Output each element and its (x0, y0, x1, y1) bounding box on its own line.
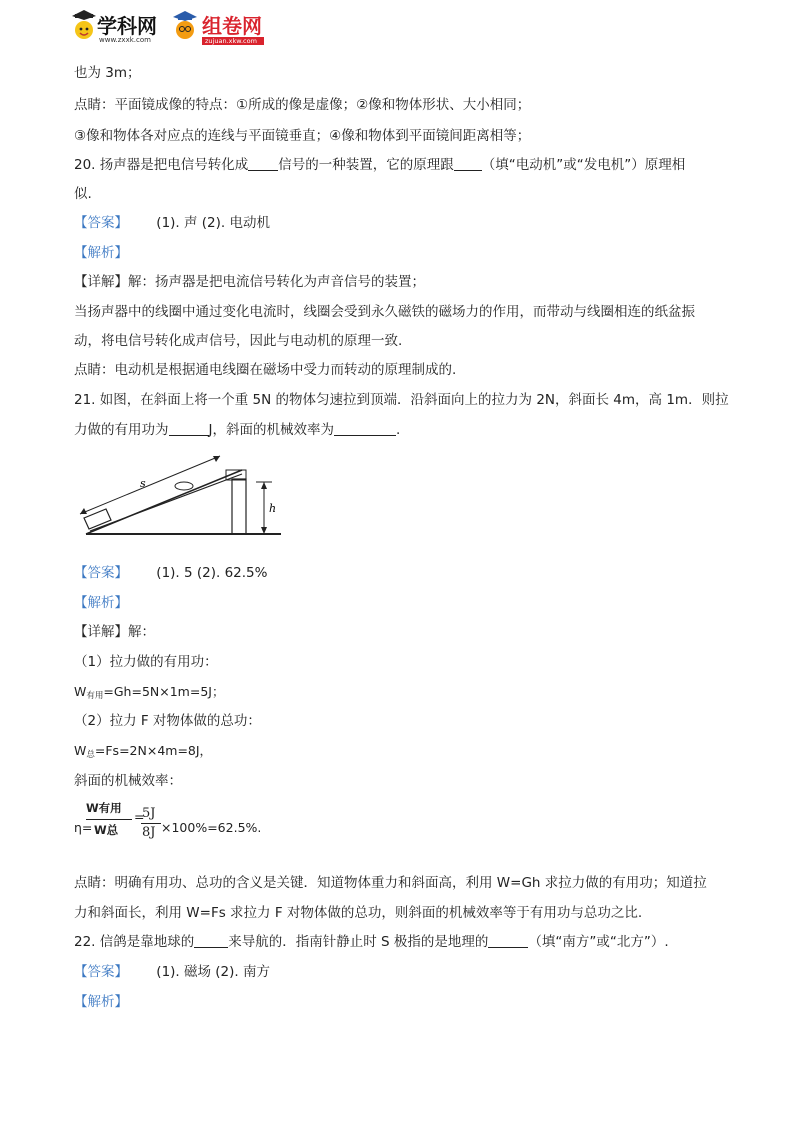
answer-line (74, 962, 270, 982)
detail-line (74, 622, 155, 642)
text-span: 点睛：电动机是根据通电线圈在磁场中受力而转动的原理制成的. (74, 362, 457, 378)
analysis-tag: 【解析】 (74, 245, 128, 261)
formula-subscript: 有用 (86, 691, 104, 701)
answer-tag: 【答案】 (74, 964, 128, 980)
detail-text: 解：扬声器是把电流信号转化为声音信号的装置； (128, 274, 425, 290)
formula-tail: ×100%=62.5%. (161, 820, 262, 835)
question-text: 21. 如图，在斜面上将一个重 5N 的物体匀速拉到顶端．沿斜面向上的拉力为 2N，斜面长 4m，高 1m．则拉 (74, 392, 729, 408)
text-span: 也为 3m； (74, 65, 141, 81)
text-line (74, 331, 402, 351)
formula-subscript: 总 (86, 750, 95, 760)
fraction-denominator: W总 (94, 823, 119, 837)
s-label: s (140, 477, 146, 490)
zujuan-logo (172, 8, 272, 48)
text-span: 点睛：平面镜成像的特点：①所成的像是虚像；②像和物体形状、大小相同； (74, 97, 531, 113)
question-text: J，斜面的机械效率为 (208, 422, 334, 438)
answer-tag: 【答案】 (74, 565, 128, 581)
text-span: 动，将电信号转化成声信号，因此与电动机的原理一致. (74, 333, 403, 349)
fraction-numerator: W有用 (86, 801, 122, 815)
formula-line (74, 682, 224, 706)
text-span: （2）拉力 F 对物体做的总功： (74, 713, 261, 729)
text-span: 当扬声器中的线圈中通过变化电流时，线圈会受到永久磁铁的磁场力的作用，而带动与线圈相连的纸盆振 (74, 304, 695, 320)
text-span: 点睛：明确有用功、总功的含义是关键．知道物体重力和斜面高，利用 W=Gh 求拉力做的有用功；知道拉 (74, 875, 707, 891)
question-text: . (395, 422, 401, 438)
equals-sign: = (134, 809, 145, 824)
answer-blank (334, 421, 396, 436)
question-text: 22. 信鸽是靠地球的 (74, 934, 195, 950)
text-line (74, 873, 707, 893)
fraction-bar (86, 819, 132, 820)
analysis-line (74, 992, 128, 1012)
question-21 (74, 390, 729, 410)
text-line (74, 903, 642, 923)
eta-symbol: η= (74, 820, 93, 835)
text-line (74, 184, 92, 204)
text-line (74, 95, 530, 115)
text-span: （1）拉力做的有用功： (74, 654, 218, 670)
zujuan-logo-text: 组卷网 (202, 14, 262, 38)
zujuan-logo-url: zujuan.xkw.com (205, 37, 257, 45)
question-22 (74, 932, 669, 952)
answer-text: (1). 磁场 (2). 南方 (156, 964, 270, 980)
question-text: （填“南方”或“北方”）. (528, 934, 669, 950)
answer-blank (248, 156, 278, 171)
text-line (74, 771, 182, 791)
formula-symbol: W (74, 684, 87, 699)
answer-tag: 【答案】 (74, 215, 128, 231)
text-line (74, 126, 530, 146)
zxxk-logo-url: www.zxxk.com (99, 36, 151, 44)
efficiency-formula (74, 798, 274, 848)
detail-tag: 【详解】 (74, 624, 128, 640)
answer-blank (169, 421, 209, 436)
fraction2-bar (141, 823, 161, 824)
question-text: （填“电动机”或“发电机”）原理相 (481, 157, 686, 173)
answer-blank (488, 933, 528, 948)
text-span: 似. (74, 186, 92, 202)
answer-text: (1). 声 (2). 电动机 (156, 215, 270, 231)
detail-line (74, 272, 425, 292)
answer-blank (194, 933, 228, 948)
answer-blank (454, 156, 482, 171)
text-line (74, 302, 695, 322)
zxxk-logo-text: 学科网 (97, 14, 157, 38)
text-line (74, 360, 456, 380)
detail-tag: 【详解】 (74, 274, 128, 290)
text-span: 力和斜面长，利用 W=Fs 求拉力 F 对物体做的总功，则斜面的机械效率等于有用功与总功之比. (74, 905, 643, 921)
fraction2-denominator: 8J (142, 825, 156, 840)
question-21-cont (74, 420, 400, 440)
text-span: ③像和物体各对应点的连线与平面镜垂直；④像和物体到平面镜间距离相等； (74, 128, 531, 144)
fraction2-numerator: 5J (142, 806, 156, 821)
analysis-line (74, 243, 128, 263)
answer-text: (1). 5 (2). 62.5% (156, 565, 268, 581)
analysis-line (74, 593, 128, 613)
formula-symbol: W (74, 743, 87, 758)
formula-text: =Gh=5N×1m=5J； (103, 684, 225, 699)
analysis-tag: 【解析】 (74, 595, 128, 611)
zxxk-logo (72, 8, 167, 48)
question-text: 20. 扬声器是把电信号转化成 (74, 157, 249, 173)
question-20 (74, 155, 685, 175)
question-text: 信号的一种装置，它的原理跟 (278, 157, 454, 173)
question-text: 力做的有用功为 (74, 422, 169, 438)
h-label: h (269, 502, 277, 515)
text-line (74, 711, 261, 731)
answer-line (74, 213, 270, 233)
detail-text: 解： (128, 624, 155, 640)
answer-line (74, 563, 267, 583)
formula-line (74, 741, 212, 765)
analysis-tag: 【解析】 (74, 994, 128, 1010)
text-line (74, 63, 141, 83)
text-span: 斜面的机械效率： (74, 773, 182, 789)
formula-text: =Fs=2N×4m=8J， (94, 743, 213, 758)
incline-figure (74, 452, 286, 542)
text-line (74, 652, 218, 672)
question-text: 来导航的．指南针静止时 S 极指的是地理的 (228, 934, 489, 950)
